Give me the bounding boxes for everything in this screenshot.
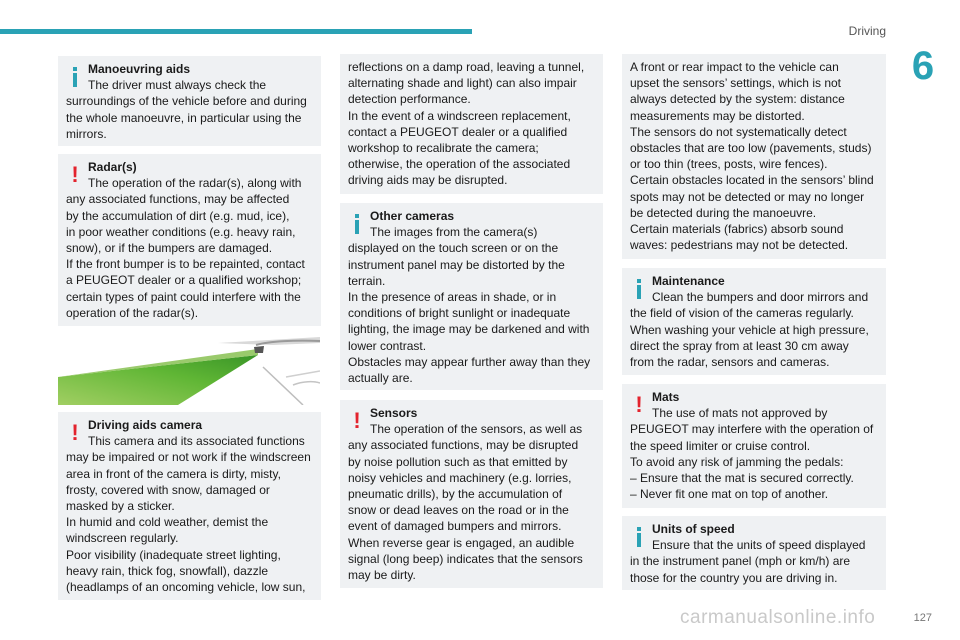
warning-line: In the event of a windscreen replacement, (348, 108, 571, 123)
note-line: Obstacles may appear further away than they (348, 354, 591, 369)
note-line: from the radar, sensors and cameras. (630, 355, 830, 370)
warning-line: masked by a sticker. (66, 499, 175, 514)
note-title: Other cameras (370, 209, 455, 223)
warning-line: The sensors do not systematically detect (630, 124, 847, 139)
warning-line: snow), or if the bumpers are damaged. (66, 241, 273, 256)
warning-mats (622, 384, 886, 508)
warning-line: obstacles that are too low (pavements, studs) (630, 141, 872, 156)
warning-line: alternating shade and light) can also impair (348, 76, 577, 91)
note-line: terrain. (348, 273, 386, 288)
warning-line: – Ensure that the mat is secured correctly. (630, 471, 854, 486)
warning-line: In humid and cold weather, demist the (66, 515, 269, 530)
warning-line: any associated functions, may be affected (66, 192, 290, 207)
note-line: the whole manoeuvre, in particular using the (66, 110, 302, 125)
warning-title: Driving aids camera (88, 418, 203, 432)
warning-line: upset the sensors’ settings, which is not (630, 76, 841, 91)
warning-icon: ! (71, 162, 79, 187)
section-title: Driving (848, 24, 886, 38)
warning-line: waves: pedestrians may not be detected. (630, 238, 849, 253)
warning-sensors (340, 400, 603, 588)
warning-line: signal (long beep) indicates that the sensors (348, 551, 583, 566)
warning-line: Poor visibility (inadequate street lighting, (66, 547, 281, 562)
chapter-number: 6 (911, 44, 935, 88)
warning-title: Mats (652, 390, 680, 404)
note-line: surroundings of the vehicle before and during (66, 94, 307, 109)
warning-line: otherwise, the operation of the associated (348, 157, 571, 172)
info-icon (66, 67, 84, 89)
warning-line: When reverse gear is engaged, an audible (348, 535, 575, 550)
note-manoeuvring-aids (58, 56, 321, 146)
info-icon (348, 214, 366, 236)
warning-line: – Never fit one mat on top of another. (630, 487, 829, 502)
note-line: The driver must always check the (88, 78, 267, 93)
warning-icon: ! (353, 408, 361, 433)
note-title: Manoeuvring aids (88, 62, 191, 76)
warning-line: snow or dead leaves on the road or in the (348, 503, 569, 518)
warning-line: may be dirty. (348, 568, 416, 583)
note-line: lighting, the image may be darkened and with (348, 322, 590, 337)
note-units-of-speed (622, 516, 886, 590)
warning-line: operation of the radar(s). (66, 305, 199, 320)
warning-line: noisy vehicles and machinery (e.g. lorries, (348, 470, 572, 485)
warning-title: Radar(s) (88, 160, 137, 174)
note-line: conditions of bright sunlight or inadequate (348, 306, 571, 321)
warning-line: reflections on a damp road, leaving a tunnel, (348, 60, 585, 74)
warning-line: always detected by the system: distance (630, 92, 845, 107)
warning-line: detection performance. (348, 92, 471, 107)
warning-line: contact a PEUGEOT dealer or a qualified (348, 124, 568, 139)
warning-line: or too thin (trees, posts, wire fences). (630, 157, 828, 172)
warning-camera-continued (340, 54, 603, 194)
note-title: Units of speed (652, 522, 735, 536)
note-line: Ensure that the units of speed displayed (652, 538, 866, 553)
info-icon (630, 279, 648, 301)
warning-line: event of damaged bumpers and mirrors. (348, 519, 562, 534)
note-line: direct the spray from at least 30 cm away (630, 338, 849, 353)
header-accent-bar (0, 29, 472, 34)
note-line: lower contrast. (348, 338, 427, 353)
warning-line: may be impaired or not work if the windscreen (66, 450, 311, 465)
warning-line: heavy rain, thick fog, snowfall), dazzle (66, 563, 269, 578)
note-line: The images from the camera(s) (370, 225, 538, 240)
note-title: Maintenance (652, 274, 725, 288)
warning-line: driving aids may be disrupted. (348, 173, 508, 188)
warning-sensors-continued (622, 54, 886, 259)
warning-line: To avoid any risk of jamming the pedals: (630, 454, 844, 469)
warning-icon: ! (635, 392, 643, 417)
warning-line: frosty, covered with snow, damaged or (66, 482, 270, 497)
warning-line: a PEUGEOT dealer or a qualified workshop; (66, 273, 302, 288)
note-line: instrument panel may be distorted by the (348, 257, 565, 272)
warning-line: workshop to recalibrate the camera; (348, 141, 539, 156)
warning-line: certain types of paint could interfere with the (66, 289, 301, 304)
warning-icon: ! (71, 420, 79, 445)
info-icon (630, 527, 648, 549)
warning-line: If the front bumper is to be repainted, contact (66, 257, 305, 272)
warning-line: area in front of the camera is dirty, misty, (66, 466, 281, 481)
warning-line: be detected during the manoeuvre. (630, 205, 817, 220)
warning-line: The operation of the sensors, as well as (370, 422, 583, 437)
note-line: In the presence of areas in shade, or in (348, 290, 557, 305)
note-line: actually are. (348, 371, 413, 386)
warning-line: Certain materials (fabrics) absorb sound (630, 222, 844, 237)
warning-line: A front or rear impact to the vehicle can (630, 60, 839, 74)
note-line: Clean the bumpers and door mirrors and (652, 290, 869, 305)
camera-detection-illustration (58, 337, 320, 405)
warning-radar (58, 154, 321, 326)
warning-line: by the accumulation of dirt (e.g. mud, ice), (66, 208, 290, 223)
note-line: the field of vision of the cameras regularly. (630, 306, 854, 321)
page-number: 127 (913, 612, 932, 624)
warning-line: PEUGEOT may interfere with the operation of (630, 422, 874, 437)
watermark-text: carmanualsonline.info (680, 607, 876, 628)
note-line: displayed on the touch screen or on the (348, 241, 559, 256)
note-maintenance (622, 268, 886, 375)
warning-line: in poor weather conditions (e.g. heavy rain, (66, 224, 296, 239)
note-line: in the instrument panel (mph or km/h) are (630, 554, 851, 569)
warning-line: pneumatic drills), by the accumulation of (348, 487, 563, 502)
warning-line: (headlamps of an oncoming vehicle, low sun, (66, 580, 306, 595)
warning-line: measurements may be distorted. (630, 108, 805, 123)
warning-line: windscreen regularly. (66, 531, 179, 546)
warning-line: The operation of the radar(s), along with (88, 176, 302, 191)
note-line: mirrors. (66, 126, 107, 141)
warning-line: The use of mats not approved by (652, 406, 828, 421)
note-line: those for the country you are driving in. (630, 570, 838, 585)
warning-line: by noise pollution such as that emitted by (348, 454, 568, 469)
warning-line: spots may not be detected or may no longer (630, 189, 865, 204)
warning-driving-aids-camera (58, 412, 321, 600)
warning-title: Sensors (370, 406, 418, 420)
warning-line: Certain obstacles located in the sensors’ blind (630, 173, 874, 188)
note-line: When washing your vehicle at high pressure, (630, 322, 869, 337)
warning-line: the speed limiter or cruise control. (630, 438, 811, 453)
warning-line: This camera and its associated functions (88, 434, 305, 449)
note-other-cameras (340, 203, 603, 390)
warning-line: any associated functions, may be disrupted (348, 438, 579, 453)
